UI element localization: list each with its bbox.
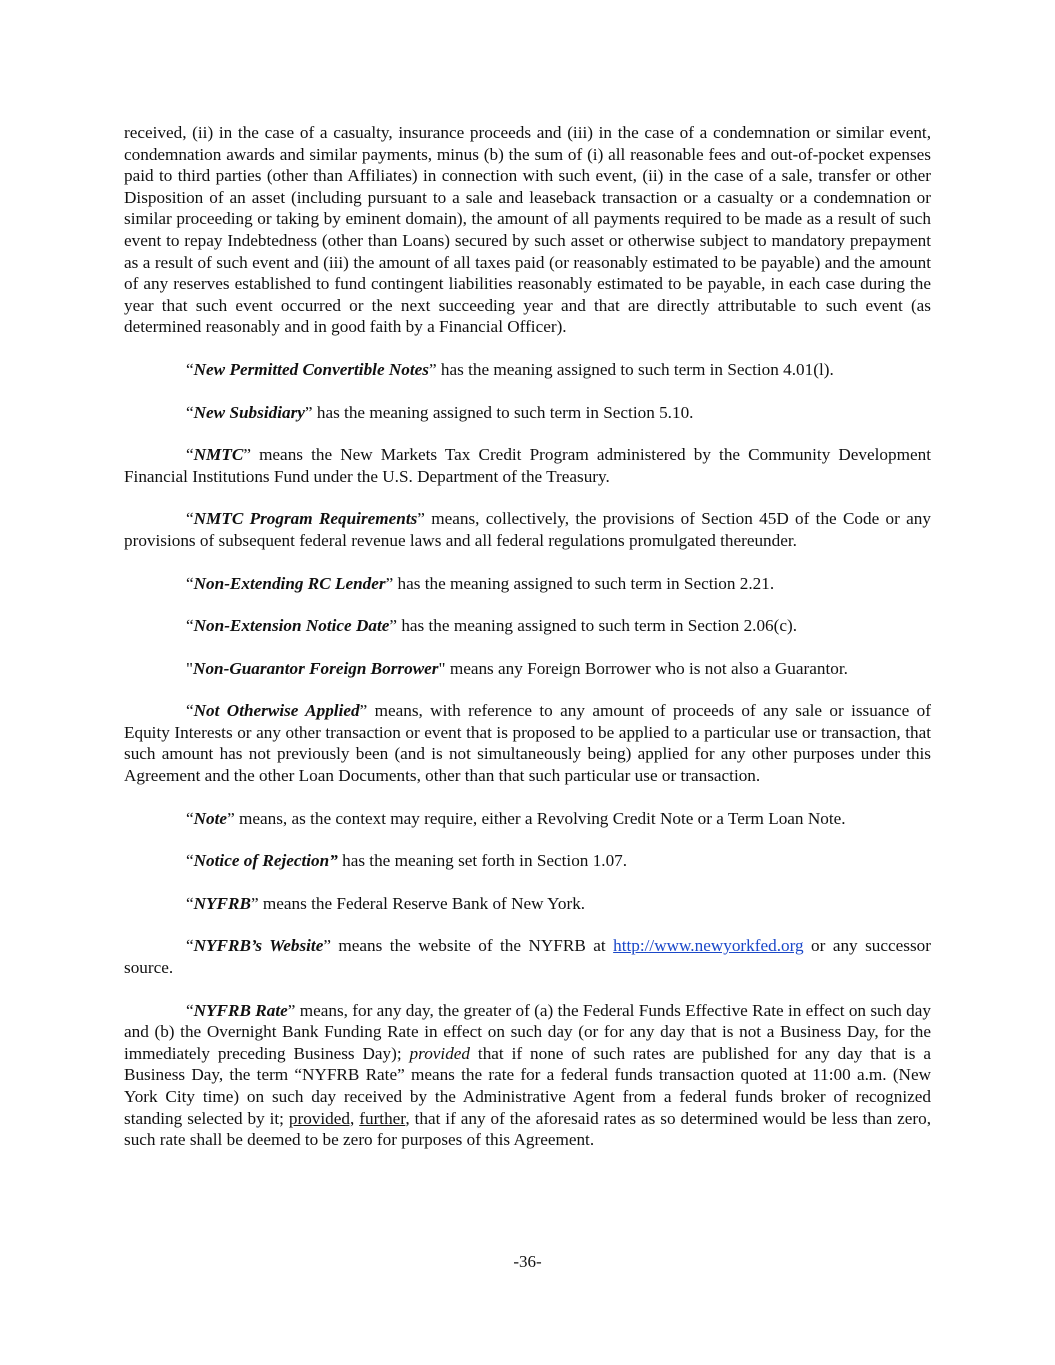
open-quote: “ — [186, 851, 194, 871]
defined-term: NYFRB’s Website — [193, 936, 324, 956]
close-quote: ” — [385, 573, 394, 593]
definition-paragraph — [124, 893, 931, 915]
defined-term: Non-Extension Notice Date — [193, 616, 390, 636]
close-quote: ” — [323, 936, 331, 956]
open-quote: “ — [186, 445, 194, 465]
defined-term: New Subsidiary — [193, 402, 305, 422]
definition-text: has the meaning assigned to such term in Section 5.10. — [312, 402, 694, 422]
definition-paragraph — [124, 658, 931, 680]
open-quote: “ — [186, 701, 194, 721]
definition-paragraph — [124, 808, 931, 830]
open-quote: “ — [186, 402, 194, 422]
defined-term: NMTC Program Requirements — [193, 509, 418, 529]
definitions-list — [124, 359, 931, 915]
definition-paragraph — [124, 615, 931, 637]
definition-text: means the Federal Reserve Bank of New York. — [258, 893, 586, 913]
close-quote: ” — [417, 509, 425, 529]
open-quote: “ — [186, 359, 194, 379]
definition-text: means the website of the NYFRB at — [330, 936, 614, 956]
close-quote: ” — [359, 701, 368, 721]
defined-term: Note — [193, 808, 228, 828]
close-quote: ” — [287, 1000, 296, 1020]
open-quote: “ — [186, 509, 194, 529]
definition-paragraph — [124, 700, 931, 786]
further-underlined: further — [359, 1108, 406, 1128]
open-quote: “ — [186, 808, 194, 828]
close-quote: ” — [250, 893, 259, 913]
provided-italic: provided — [409, 1043, 471, 1063]
definition-paragraph — [124, 850, 931, 872]
document-page — [124, 122, 931, 1172]
definition-text: that if none of such rates are published for any day that is a Business Day, the term “NYFRB Rate” means the rate for a federal funds transaction quoted at 11:00 a.m. (New York City time) on such day received by the Administrative Agent from a federal funds broker of recognized standing selected by it; — [124, 1043, 931, 1128]
definition-text: has the meaning set forth in Section 1.07. — [337, 851, 628, 871]
definition-text: has the meaning assigned to such term in Section 4.01(l). — [436, 359, 834, 379]
provided-underlined: provided, — [288, 1108, 355, 1128]
defined-term: New Permitted Convertible Notes — [193, 359, 429, 379]
close-quote: ” — [243, 445, 251, 465]
defined-term: NYFRB Rate — [193, 1000, 288, 1020]
close-quote: ” — [227, 808, 235, 828]
definition-text: or any successor source. — [124, 936, 931, 978]
definition-text: means, collectively, the provisions of Section 45D of the Code or any provisions of subsequent federal revenue laws and all federal regulations promulgated thereunder. — [124, 509, 931, 550]
defined-term: NYFRB — [193, 893, 251, 913]
definition-text: means the New Markets Tax Credit Program administered by the Community Development Financial Institutions Fund under the U.S. Department of the Treasury. — [124, 445, 931, 486]
definition-paragraph — [124, 573, 931, 595]
defined-term: Non-Extending RC Lender — [193, 573, 386, 593]
open-quote: " — [186, 658, 194, 678]
definition-paragraph — [124, 359, 931, 381]
opening-paragraph: received, (ii) in the case of a casualty, insurance proceeds and (iii) in the case of a condemnation or similar event, condemnation awards and similar payments, minus (b) the sum of (i) all reasonable fees and out-of-pocket expenses paid to third parties (other than Affiliates) in connection with such event, (ii) in the case of a sale, transfer or other Disposition of an asset (including pursuant to a sale and leaseback transaction or a casualty or a condemnation or similar proceeding or taking by eminent domain), the amount of all payments required to be made as a result of such event to repay Indebtedness (other than Loans) secured by such asset or otherwise subject to mandatory prepayment as a result of such event and (iii) the amount of all taxes paid (or reasonably estimated to be payable) and the amount of any reserves established to fund contingent liabilities reasonably estimated to be payable, in each case during the year that such event occurred or the next succeeding year and that are directly attributable to such event (as determined reasonably and in good faith by a Financial Officer). — [124, 123, 931, 337]
defined-term: NMTC — [193, 445, 244, 465]
definition-nyfrb-rate — [124, 1000, 931, 1151]
definition-text: means, with reference to any amount of proceeds of any sale or issuance of Equity Interests or any other transaction or event that is proposed to be applied to a particular use or transaction, that such amount has not previously been (and is not simultaneously being) applied for any other purposes under this Agreement and the other Loan Documents, other than that such particular use or transaction. — [124, 701, 931, 786]
definition-text: , that if any of the aforesaid rates as so determined would be less than zero, such rate shall be deemed to be zero for purposes of this Agreement. — [124, 1108, 931, 1150]
definition-text: means, for any day, the greater of (a) the Federal Funds Effective Rate in effect on such day and (b) the Overnight Bank Funding Rate in effect on such day (or for any day that is not a Business Day, for the immediately preceding Business Day); — [124, 1000, 931, 1063]
nyfrb-website-link[interactable]: http://www.newyorkfed.org — [613, 936, 804, 956]
open-quote: “ — [186, 573, 194, 593]
definition-text: has the meaning assigned to such term in Section 2.06(c). — [397, 616, 798, 636]
close-quote: " — [438, 658, 446, 678]
definition-text: means, as the context may require, either a Revolving Credit Note or a Term Loan Note. — [234, 808, 846, 828]
open-quote: “ — [186, 936, 194, 956]
defined-term: Non-Guarantor Foreign Borrower — [193, 658, 439, 678]
definition-text: has the meaning assigned to such term in Section 2.21. — [393, 573, 775, 593]
definition-paragraph — [124, 508, 931, 551]
definition-text: means any Foreign Borrower who is not also a Guarantor. — [445, 658, 848, 678]
definition-nyfrb-website — [124, 935, 931, 978]
close-quote: ” — [428, 359, 437, 379]
defined-term: Notice of Rejection” — [193, 851, 338, 871]
defined-term: Not Otherwise Applied — [193, 701, 360, 721]
open-quote: “ — [186, 893, 194, 913]
close-quote: ” — [389, 616, 398, 636]
open-quote: “ — [186, 1000, 194, 1020]
definition-paragraph — [124, 444, 931, 487]
definition-paragraph — [124, 402, 931, 424]
page-number: -36- — [513, 1252, 542, 1271]
close-quote: ” — [304, 402, 313, 422]
open-quote: “ — [186, 616, 194, 636]
